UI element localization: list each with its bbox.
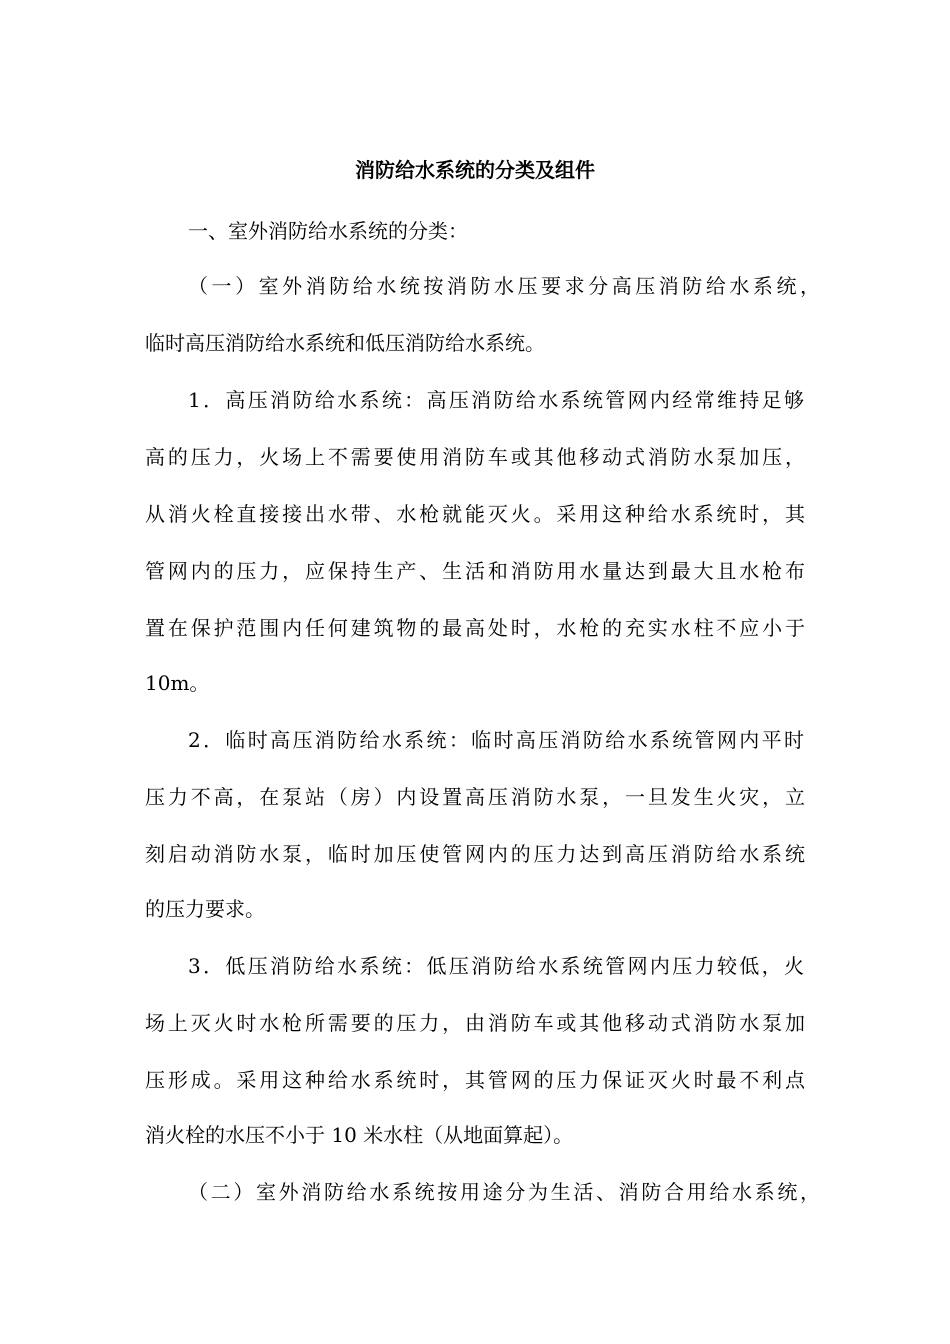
paragraph-line: 的压力要求。: [145, 897, 265, 921]
document-title: 消防给水系统的分类及组件: [355, 158, 595, 182]
paragraph-line: 压形成。采用这种给水系统时，其管网的压力保证灭火时最不利点: [145, 1068, 805, 1092]
paragraph-line: 2．临时高压消防给水系统：临时高压消防给水系统管网内平时: [188, 728, 804, 752]
paragraph-line: 临时高压消防给水系统和低压消防给水系统。: [145, 331, 545, 355]
paragraph-line: 10m。: [145, 671, 210, 695]
paragraph-line: 压力不高，在泵站（房）内设置高压消防水泵，一旦发生火灾，立: [145, 785, 805, 809]
paragraph-line: 从消火栓直接接出水带、水枪就能灭火。采用这种给水系统时，其: [145, 502, 805, 526]
section-heading: 一、室外消防给水系统的分类：: [188, 219, 468, 243]
paragraph-line: 消火栓的水压不小于 10 米水柱（从地面算起）。: [145, 1123, 574, 1147]
paragraph-line: 高的压力，火场上不需要使用消防车或其他移动式消防水泵加压，: [145, 445, 805, 469]
paragraph-line: 刻启动消防水泵，临时加压使管网内的压力达到高压消防给水系统: [145, 842, 805, 866]
paragraph-line: （一）室外消防给水统按消防水压要求分高压消防给水系统，: [188, 274, 820, 298]
paragraph-line: （二）室外消防给水系统按用途分为生活、消防合用给水系统，: [188, 1180, 820, 1204]
paragraph-line: 管网内的压力，应保持生产、生活和消防用水量达到最大且水枪布: [145, 559, 805, 583]
paragraph-line: 场上灭火时水枪所需要的压力，由消防车或其他移动式消防水泵加: [145, 1011, 805, 1035]
paragraph-line: 1．高压消防给水系统：高压消防给水系统管网内经常维持足够: [188, 388, 804, 412]
paragraph-line: 3．低压消防给水系统：低压消防给水系统管网内压力较低，火: [188, 954, 804, 978]
paragraph-line: 置在保护范围内任何建筑物的最高处时，水枪的充实水柱不应小于: [145, 616, 805, 640]
